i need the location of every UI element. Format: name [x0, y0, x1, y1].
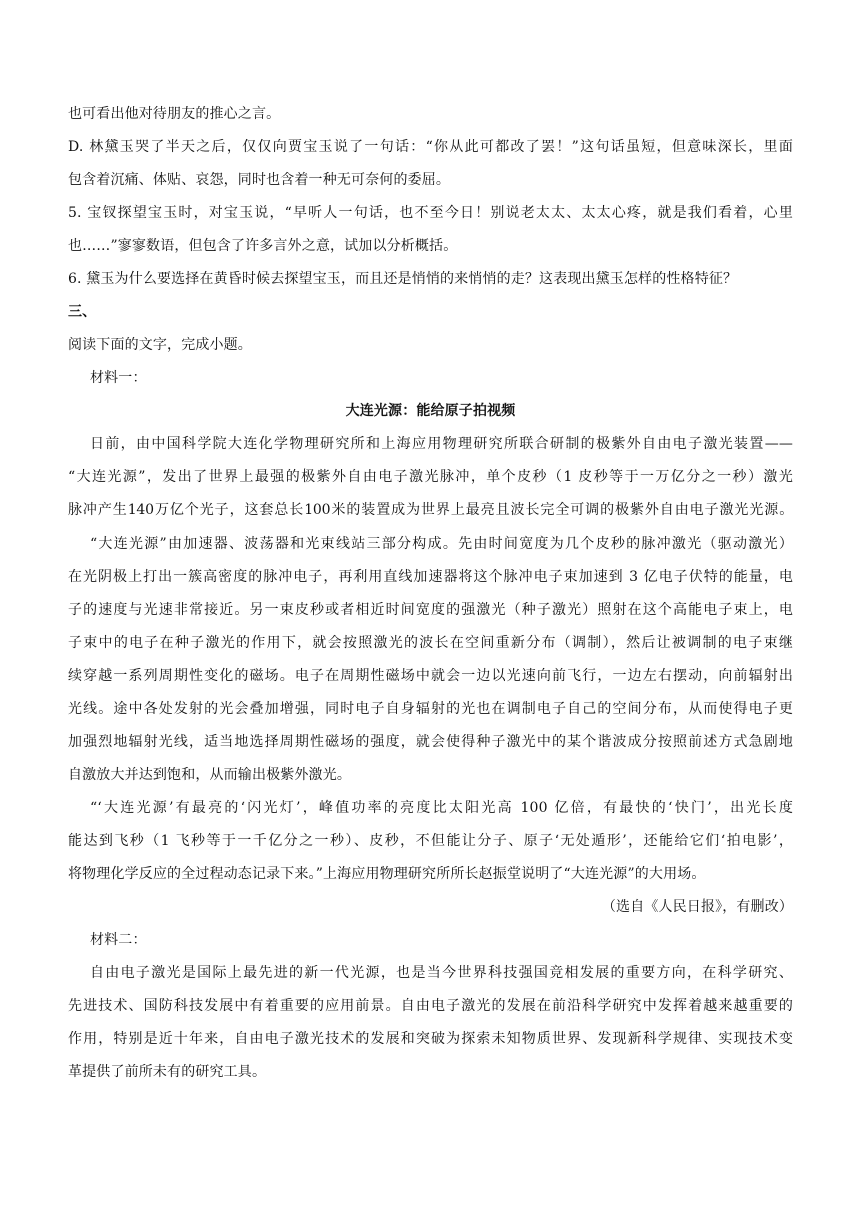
- question-5-line: 5. 宝钗探望宝玉时，对宝玉说，“早听人一句话，也不至今日！别说老太太、太太心疼，就是我们看着，心里: [68, 205, 793, 221]
- paragraph-line: 自激放大并达到饱和，从而输出极紫外激光。: [68, 767, 351, 783]
- paragraph-line: 日前，由中国科学院大连化学物理研究所和上海应用物理研究所联合研制的极紫外自由电子激光装置——: [90, 436, 793, 452]
- article-title: 大连光源：能给原子拍视频: [345, 403, 516, 419]
- paragraph-line: 在光阴极上打出一簇高密度的脉冲电子，再利用直线加速器将这个脉冲电子束加速到 3 亿电子伏特的能量，电: [68, 569, 793, 585]
- question-6-line: 6. 黛玉为什么要选择在黄昏时候去探望宝玉，而且还是悄悄的来悄悄的走？这表现出黛玉怎样的性格特征？: [68, 271, 738, 287]
- material-one-label: 材料一：: [90, 370, 147, 386]
- option-d-line: D. 林黛玉哭了半天之后，仅仅向贾宝玉说了一句话：“你从此可都改了罢！”这句话虽短，但意味深长，里面: [68, 139, 793, 155]
- source-citation: （选自《人民日报》，有删改）: [601, 899, 793, 915]
- paragraph-line: 加强烈地辐射光线，适当地选择周期性磁场的强度，就会使得种子激光中的某个谐波成分按照前述方式急剧地: [68, 734, 793, 750]
- text-line: 也……”寥寥数语，但包含了许多言外之意，试加以分析概括。: [68, 238, 458, 254]
- paragraph-line: 作用，特别是近十年来，自由电子激光技术的发展和突破为探索未知物质世界、发现新科学规律、实现技术变: [68, 1031, 793, 1047]
- paragraph-line: 能达到飞秒（1 飞秒等于一千亿分之一秒）、皮秒，不但能让分子、原子‘无处遁形’，还能给它们‘拍电影’，: [68, 833, 793, 849]
- paragraph-line: “大连光源”由加速器、波荡器和光束线站三部分构成。先由时间宽度为几个皮秒的脉冲激光（驱动激光）: [90, 536, 793, 552]
- instruction-line: 阅读下面的文字，完成小题。: [68, 337, 252, 353]
- text-line: 也可看出他对待朋友的推心之言。: [68, 106, 281, 122]
- material-two-label: 材料二：: [90, 932, 147, 948]
- paragraph-line: 续穿越一系列周期性变化的磁场。电子在周期性磁场中就会一边以光速向前飞行，一边左右摆动，向前辐射出: [68, 668, 793, 684]
- paragraph-line: 子束中的电子在种子激光的作用下，就会按照激光的波长在空间重新分布（调制），然后让被调制的电子束继: [68, 635, 793, 651]
- paragraph-line: 子的速度与光速非常接近。另一束皮秒或者相近时间宽度的强激光（种子激光）照射在这个高能电子束上，电: [68, 602, 793, 618]
- paragraph-line: “大连光源”，发出了世界上最强的极紫外自由电子激光脉冲，单个皮秒（1 皮秒等于一万亿分之一秒）激光: [68, 469, 793, 485]
- paragraph-line: “‘大连光源’有最亮的‘闪光灯’，峰值功率的亮度比太阳光高 100 亿倍，有最快的‘快门’，出光长度: [90, 800, 793, 816]
- paragraph-line: 革提供了前所未有的研究工具。: [68, 1064, 267, 1080]
- text-line: 包含着沉痛、体贴、哀怨，同时也含着一种无可奈何的委屈。: [68, 172, 451, 188]
- paragraph-line: 自由电子激光是国际上最先进的新一代光源，也是当今世界科技强国竞相发展的重要方向，在科学研究、: [90, 965, 793, 981]
- paragraph-line: 将物理化学反应的全过程动态记录下来。”上海应用物理研究所所长赵振堂说明了“大连光源”的大用场。: [68, 866, 706, 882]
- section-heading: 三、: [68, 304, 97, 320]
- paragraph-line: 脉冲产生140万亿个光子，这套总长100米的装置成为世界上最亮且波长完全可调的极紫外自由电子激光光源。: [68, 502, 793, 518]
- paragraph-line: 光线。途中各处发射的光会叠加增强，同时电子自身辐射的光也在调制电子自己的空间分布，从而使得电子更: [68, 701, 793, 717]
- paragraph-line: 先进技术、国防科技发展中有着重要的应用前景。自由电子激光的发展在前沿科学研究中发挥着越来越重要的: [68, 998, 793, 1014]
